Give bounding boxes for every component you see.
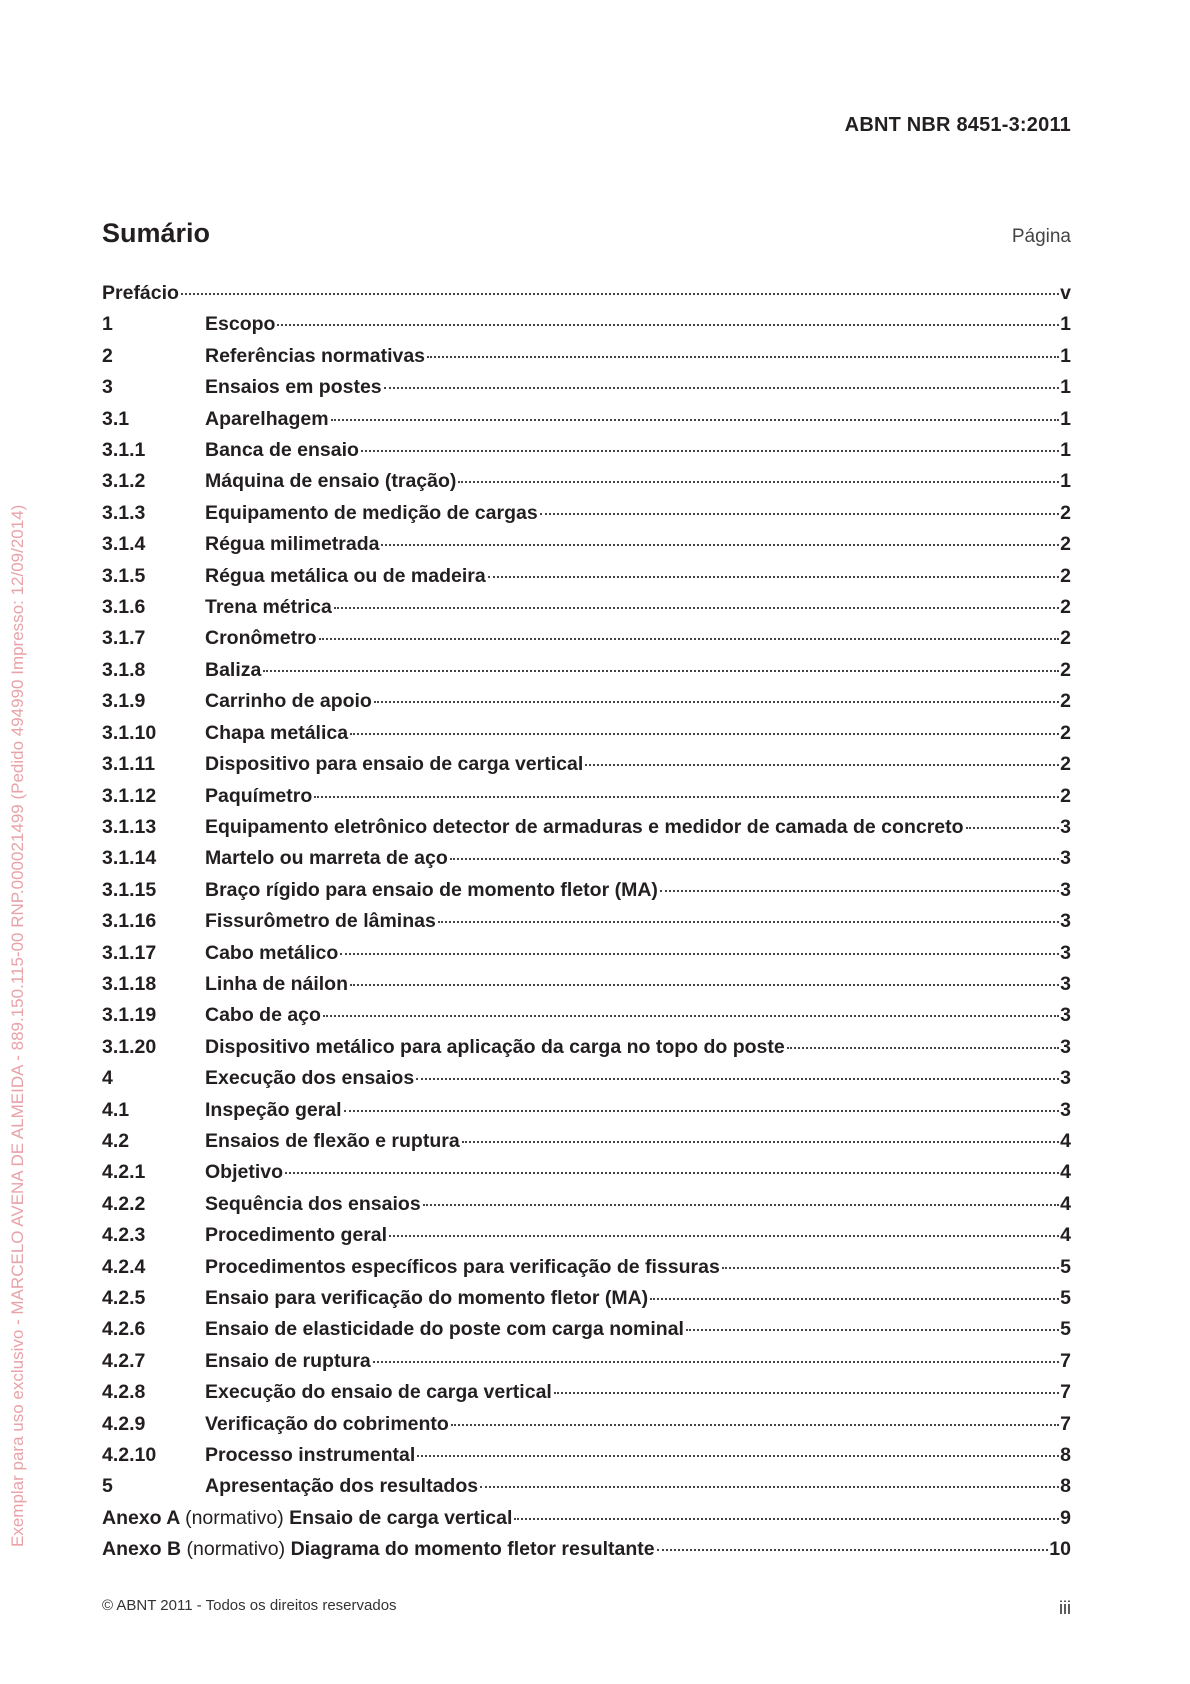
toc-leader-dots [650,1298,1059,1300]
toc-entry[interactable] [102,655,1071,686]
toc-entry-number: 3.1.7 [102,627,146,650]
toc-entry-page: 3 [1060,815,1071,838]
toc-annex-text: Diagrama do momento fletor resultante [290,1538,655,1561]
toc-entry-text: Cabo de aço [205,1004,321,1027]
toc-entry-text: Aparelhagem [205,407,329,430]
toc-entry[interactable] [102,592,1071,623]
toc-entry-page: 2 [1060,721,1071,744]
toc-entry-number: 4.2.4 [102,1255,146,1278]
toc-entry[interactable] [102,906,1071,937]
toc-entry-number: 3.1.5 [102,564,146,587]
toc-annex-type: (normativo) [186,1538,286,1561]
toc-leader-dots [416,1078,1059,1080]
toc-leader-dots [787,1047,1059,1049]
toc-entry[interactable] [102,561,1071,592]
toc-entry[interactable] [102,718,1071,749]
toc-entry-text: Régua milimetrada [205,533,380,556]
toc-entry-page: 2 [1060,533,1071,556]
toc-annex-title [102,1534,655,1565]
toc-leader-dots [277,324,1059,326]
toc-entry-text: Cronômetro [205,627,317,650]
toc-leader-dots [722,1267,1059,1269]
toc-entry-number: 3 [102,376,113,399]
toc-entry-number: 4.2.1 [102,1161,146,1184]
toc-entry-page: 4 [1060,1129,1071,1152]
toc-entry-page: 1 [1060,313,1071,336]
toc-annex-title [102,1503,512,1534]
toc-entry-page: 10 [1049,1538,1071,1561]
toc-entry-page: 2 [1060,501,1071,524]
toc-entry-number: 3.1.15 [102,878,157,901]
toc-entry-text: Martelo ou marreta de aço [205,847,448,870]
toc-entry-page: 1 [1060,407,1071,430]
toc-entry-number: 4.2 [102,1129,130,1152]
toc-entry-text: Régua metálica ou de madeira [205,564,486,587]
toc-entry-page: 3 [1060,910,1071,933]
toc-leader-dots [361,450,1059,452]
toc-entry-text: Dispositivo para ensaio de carga vertical [205,753,584,776]
toc-entry-page: 3 [1060,1067,1071,1090]
toc-entry-page: 4 [1060,1192,1071,1215]
toc-entry-page: 7 [1060,1412,1071,1435]
toc-entry[interactable] [102,1409,1071,1440]
toc-entry-number: 5 [102,1475,113,1498]
toc-leader-dots [374,701,1059,703]
toc-entry-page: 2 [1060,596,1071,619]
toc-leader-dots [451,1424,1059,1426]
toc-entry[interactable] [102,1000,1071,1031]
toc-entry[interactable] [102,1346,1071,1377]
toc-entry-page: v [1060,282,1071,304]
toc-annex-type: (normativo) [185,1506,284,1529]
toc-entry-page: 3 [1060,878,1071,901]
toc-entry-page: 2 [1060,658,1071,681]
toc-entry-page: 1 [1060,344,1071,367]
toc-leader-dots [488,576,1059,578]
toc-leader-dots [340,953,1059,955]
toc-entry[interactable] [102,309,1071,340]
toc-entry-number: 3.1.13 [102,815,157,838]
toc-leader-dots [181,293,1059,295]
toc-entry-page: 2 [1060,753,1071,776]
toc-entry-page: 7 [1060,1381,1071,1404]
toc-entry[interactable] [102,1471,1071,1502]
toc-entry-number: 3.1.16 [102,910,157,933]
toc-leader-dots [423,1204,1059,1206]
toc-entry[interactable] [102,1157,1071,1188]
toc-entry-page: 3 [1060,1004,1071,1027]
toc-entry-number: 4.2.6 [102,1318,146,1341]
toc-entry-number: 3.1.11 [102,753,156,776]
toc-entry-text: Escopo [205,313,276,336]
toc-leader-dots [319,638,1060,640]
toc-entry-text: Ensaio de elasticidade do poste com carga nominal [205,1318,684,1341]
toc-leader-dots [514,1518,1059,1520]
toc-annex-entry[interactable] [102,1534,1071,1565]
toc-entry[interactable] [102,1377,1071,1408]
toc-entry-number: 3.1.14 [102,847,157,870]
toc-entry-page: 1 [1060,439,1071,462]
toc-entry[interactable] [102,1095,1071,1126]
toc-entry-text: Objetivo [205,1161,284,1184]
toc-annex-label: Anexo B [102,1538,182,1561]
toc-entry[interactable] [102,781,1071,812]
toc-entry-page: 9 [1060,1506,1071,1529]
toc-leader-dots [427,356,1059,358]
toc-entry[interactable] [102,749,1071,780]
toc-entry-text: Dispositivo metálico para aplicação da carga no topo do poste [205,1035,785,1058]
toc-entry[interactable] [102,498,1071,529]
toc-entry-text: Execução do ensaio de carga vertical [205,1381,552,1404]
toc-entry-page: 8 [1060,1475,1071,1498]
toc-entry[interactable] [102,875,1071,906]
toc-entry-page: 2 [1060,564,1071,587]
toc-entry-text: Ensaios em postes [205,376,382,399]
toc-entry[interactable] [102,843,1071,874]
toc-leader-dots [323,1015,1059,1017]
toc-annex-label: Anexo A [102,1506,180,1529]
toc-entry-number: 4.2.5 [102,1287,146,1309]
toc-entry[interactable] [102,1126,1071,1157]
toc-annex-entry[interactable] [102,1503,1071,1534]
toc-entry[interactable] [102,1440,1071,1471]
toc-leader-dots [480,1486,1059,1488]
toc-entry-number: 4.2.2 [102,1192,146,1215]
toc-entry-number: 3.1.1 [102,439,146,462]
toc-entry-number: 3.1.18 [102,972,157,995]
toc-entry[interactable] [102,341,1071,372]
document-code: ABNT NBR 8451-3:2011 [844,114,1071,136]
toc-leader-dots [334,607,1059,609]
toc-entry-text: Prefácio [102,282,179,304]
toc-entry-text: Procedimentos específicos para verificação de fissuras [205,1255,720,1278]
toc-leader-dots [417,1455,1059,1457]
toc-entry-page: 5 [1060,1287,1071,1309]
toc-entry-text: Verificação do cobrimento [205,1412,449,1435]
toc-entry-number: 4.1 [102,1098,130,1121]
toc-entry-text: Braço rígido para ensaio de momento fletor (MA) [205,878,658,901]
toc-entry-page: 1 [1060,470,1071,493]
toc-entry-text: Paquímetro [205,784,313,807]
toc-entry-page: 5 [1060,1318,1071,1341]
toc-leader-dots [686,1329,1059,1331]
toc-entry[interactable] [102,969,1071,1000]
toc-entry[interactable] [102,1252,1071,1283]
toc-entry-text: Linha de náilon [205,972,349,995]
toc-entry-text: Ensaio para verificação do momento fletor (MA) [205,1287,649,1309]
footer-page-number: iii [1059,1598,1071,1618]
toc-entry-number: 3.1.2 [102,470,146,493]
toc-entry[interactable] [102,278,1071,309]
toc-entry-text: Cabo metálico [205,941,339,964]
toc-leader-dots [450,858,1059,860]
toc-entry-text: Equipamento de medição de cargas [205,501,538,524]
toc-leader-dots [314,796,1059,798]
toc-leader-dots [540,513,1059,515]
toc-entry[interactable] [102,1189,1071,1220]
toc-entry-number: 3.1.8 [102,658,146,681]
toc-leader-dots [373,1361,1059,1363]
toc-leader-dots [263,670,1059,672]
toc-entry-number: 3.1.17 [102,941,157,964]
toc-annex-text: Ensaio de carga vertical [289,1506,513,1529]
toc-leader-dots [389,1235,1059,1237]
toc-entry-text: Sequência dos ensaios [205,1192,421,1215]
toc-leader-dots [350,984,1059,986]
toc-entry-number: 3.1 [102,407,130,430]
toc-leader-dots [657,1549,1049,1551]
toc-title: Sumário [102,218,211,248]
toc-entry-text: Máquina de ensaio (tração) [205,470,457,493]
toc-entry[interactable] [102,686,1071,717]
toc-entry-number: 4.2.10 [102,1444,157,1467]
toc-entry-text: Ensaios de flexão e ruptura [205,1129,460,1152]
toc-leader-dots [462,1141,1059,1143]
toc-entry-text: Baliza [205,658,262,681]
toc-entry[interactable] [102,1220,1071,1251]
toc-entry-page: 4 [1060,1224,1071,1247]
toc-entry-number: 4.2.8 [102,1381,146,1404]
toc-entry-number: 3.1.20 [102,1035,157,1058]
toc-entry-page: 3 [1060,847,1071,870]
toc-leader-dots [438,921,1059,923]
toc-entry[interactable] [102,1314,1071,1345]
toc-entry-number: 4.2.9 [102,1412,146,1435]
toc-entry-page: 7 [1060,1349,1071,1372]
toc-entry-number: 3.1.9 [102,690,146,713]
toc-entry[interactable] [102,435,1071,466]
watermark: Exemplar para uso exclusivo - MARCELO AVENA DE ALMEIDA - 889.150.115-00 RNP.000021499 (Pedido 494990 Impresso: 12/09/2014) [8,504,27,1547]
toc-entry-text: Equipamento eletrônico detector de armaduras e medidor de camada de concreto [205,815,964,838]
toc-entry-text: Chapa metálica [205,721,349,744]
toc-entry-text: Apresentação dos resultados [205,1475,479,1498]
toc-entry-page: 4 [1060,1161,1071,1184]
toc-entry[interactable] [102,1032,1071,1063]
toc-entry-text: Referências normativas [205,344,426,367]
toc-leader-dots [585,764,1059,766]
toc-entry-page: 2 [1060,784,1071,807]
toc-entry-number: 3.1.4 [102,533,146,556]
toc-page-column-label: Página [1011,226,1071,247]
footer-copyright: © ABNT 2011 - Todos os direitos reservados [102,1597,397,1614]
toc-entry-text: Procedimento geral [205,1224,388,1247]
toc-entry-text: Execução dos ensaios [205,1067,415,1090]
toc-entry[interactable] [102,466,1071,497]
toc-entry-text: Ensaio de ruptura [205,1349,371,1372]
toc-entry[interactable] [102,812,1071,843]
toc-list [102,278,1071,1566]
toc-entry-page: 5 [1060,1255,1071,1278]
toc-entry[interactable] [102,1063,1071,1094]
toc-leader-dots [384,387,1059,389]
toc-leader-dots [350,733,1059,735]
toc-entry[interactable] [102,623,1071,654]
toc-leader-dots [660,890,1059,892]
toc-entry-page: 3 [1060,941,1071,964]
toc-entry-number: 4.2.7 [102,1349,146,1372]
toc-entry-number: 3.1.3 [102,501,146,524]
toc-entry-number: 4.2.3 [102,1224,146,1247]
toc-entry[interactable] [102,372,1071,403]
toc-entry-page: 3 [1060,972,1071,995]
toc-entry-number: 3.1.10 [102,721,157,744]
toc-entry[interactable] [102,1283,1071,1314]
toc-entry-number: 4 [102,1067,113,1090]
toc-leader-dots [554,1392,1059,1394]
toc-leader-dots [285,1172,1059,1174]
toc-entry-number: 3.1.19 [102,1004,157,1027]
toc-leader-dots [331,419,1060,421]
toc-entry-page: 1 [1060,376,1071,399]
toc-entry-text: Carrinho de apoio [205,690,372,713]
toc-entry[interactable] [102,529,1071,560]
toc-entry-page: 2 [1060,627,1071,650]
toc-entry-page: 2 [1060,690,1071,713]
toc-entry-number: 1 [102,313,113,336]
toc-heading [102,218,1071,249]
toc-entry-page: 3 [1060,1035,1071,1058]
toc-entry-number: 3.1.6 [102,596,146,619]
toc-entry-text: Trena métrica [205,596,332,619]
toc-leader-dots [381,544,1059,546]
toc-entry-number: 2 [102,344,113,367]
toc-entry-text: Inspeção geral [205,1098,342,1121]
toc-entry-number: 3.1.12 [102,784,157,807]
toc-entry[interactable] [102,938,1071,969]
toc-leader-dots [966,827,1060,829]
toc-entry-text: Processo instrumental [205,1444,416,1467]
toc-leader-dots [458,481,1059,483]
toc-leader-dots [344,1110,1060,1112]
toc-entry-text: Fissurômetro de lâminas [205,910,436,933]
toc-entry[interactable] [102,404,1071,435]
toc-entry-page: 8 [1060,1444,1071,1467]
toc-entry-text: Banca de ensaio [205,439,359,462]
toc-entry-page: 3 [1060,1098,1071,1121]
